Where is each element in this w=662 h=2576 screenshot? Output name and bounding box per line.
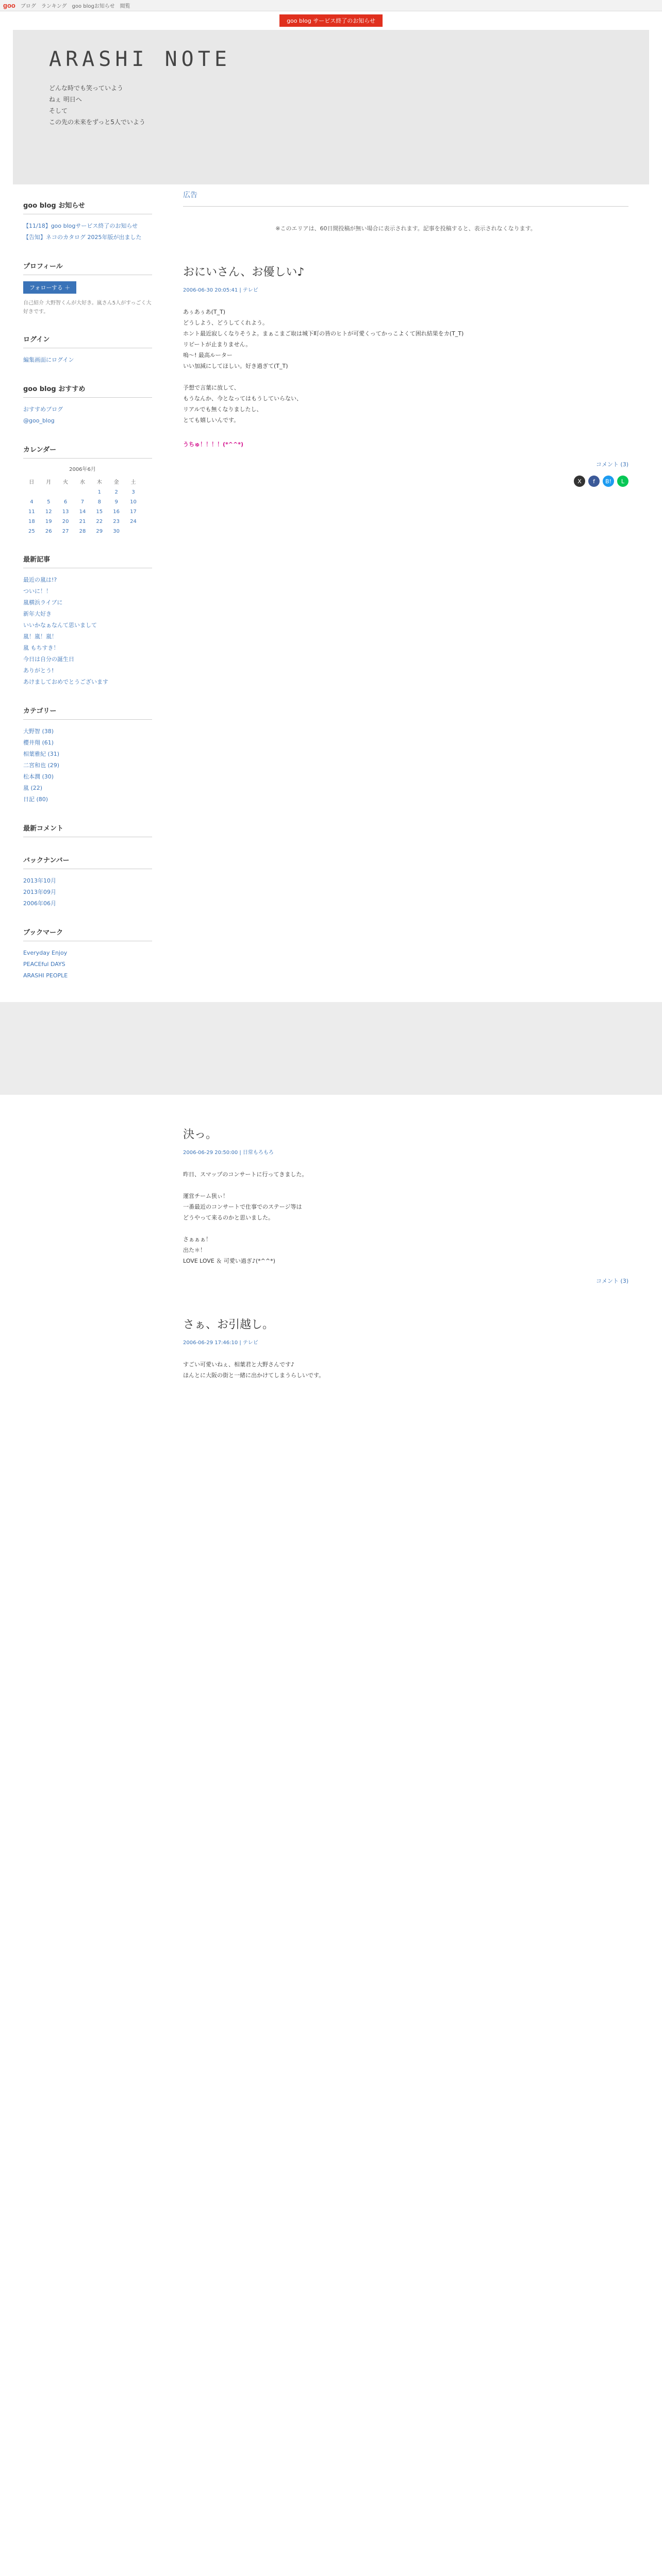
main-content-lower bbox=[162, 1095, 649, 1381]
ad-label: 広告 bbox=[183, 190, 628, 207]
goo-link[interactable]: ブログ bbox=[20, 4, 36, 9]
news-link[interactable]: 【11/18】goo blogサービス終了のお知らせ bbox=[23, 223, 138, 229]
login-heading: ログイン bbox=[23, 334, 152, 348]
calendar-day[interactable]: 19 bbox=[45, 519, 52, 524]
description-line: どんな時でも笑っていよう bbox=[49, 84, 124, 92]
calendar-day[interactable]: 8 bbox=[97, 499, 101, 505]
recent-heading: 最新記事 bbox=[23, 554, 152, 568]
calendar-day[interactable]: 18 bbox=[28, 519, 35, 524]
calendar-day bbox=[57, 487, 74, 497]
calendar-day[interactable]: 3 bbox=[131, 489, 135, 495]
hatena-share-icon[interactable]: B! bbox=[603, 476, 614, 487]
blog-description bbox=[49, 82, 613, 128]
calendar-day[interactable]: 2 bbox=[114, 489, 118, 495]
calendar-day[interactable]: 9 bbox=[114, 499, 118, 505]
comment-link[interactable]: コメント (3) bbox=[595, 1278, 628, 1284]
calendar-day[interactable]: 25 bbox=[28, 529, 35, 534]
recent-link[interactable]: あけましておめでとうございます bbox=[23, 679, 108, 685]
recent-link[interactable]: ありがとう! bbox=[23, 667, 54, 674]
calendar-day[interactable]: 12 bbox=[45, 509, 52, 515]
calendar-head: 日 bbox=[29, 480, 35, 485]
calendar-day[interactable]: 17 bbox=[130, 509, 137, 515]
post-meta[interactable]: 2006-06-30 20:05:41 | テレビ bbox=[183, 287, 258, 293]
bookmark-link[interactable]: PEACEful DAYS bbox=[23, 961, 65, 968]
category-link[interactable]: 二宮和也 (29) bbox=[23, 762, 60, 769]
calendar-day bbox=[23, 487, 40, 497]
calendar-day bbox=[40, 487, 57, 497]
recent-link[interactable]: 最近の嵐は!? bbox=[23, 577, 57, 583]
backnumber-heading: バックナンバー bbox=[23, 855, 152, 869]
category-link[interactable]: 松本潤 (30) bbox=[23, 773, 54, 780]
category-link[interactable]: 嵐 (22) bbox=[23, 785, 43, 791]
recent-link[interactable]: 嵐！嵐！嵐！ bbox=[23, 633, 57, 640]
recommend-heading: goo blog おすすめ bbox=[23, 383, 152, 398]
calendar-day[interactable]: 14 bbox=[79, 509, 86, 515]
calendar-day[interactable]: 10 bbox=[130, 499, 137, 505]
post-title[interactable]: 決っ。 bbox=[183, 1128, 218, 1141]
calendar-day[interactable]: 13 bbox=[62, 509, 69, 515]
backnumber-link[interactable]: 2013年10月 bbox=[23, 877, 56, 884]
post-title[interactable]: おにいさん、お優しい♪ bbox=[183, 266, 305, 279]
calendar-day bbox=[74, 487, 91, 497]
calendar-day[interactable]: 23 bbox=[113, 519, 120, 524]
description-line: ねぇ 明日へ bbox=[49, 96, 82, 103]
category-link[interactable]: 相葉雅紀 (31) bbox=[23, 751, 60, 757]
blog-title[interactable]: ARASHI NOTE bbox=[49, 47, 231, 71]
calendar bbox=[23, 465, 142, 536]
goo-link[interactable]: ランキング bbox=[41, 4, 67, 9]
main-content bbox=[162, 184, 649, 981]
ad-note: ※このエリアは、60日間投稿が無い場合に表示されます。記事を投稿すると、表示されなくなります。 bbox=[275, 225, 536, 232]
news-link[interactable]: 【告知】ネコのカタログ 2025年版が出ました bbox=[23, 234, 142, 241]
sidebar-lower bbox=[13, 1095, 162, 1381]
calendar-head: 水 bbox=[79, 480, 85, 485]
goo-logo[interactable]: goo bbox=[3, 2, 15, 9]
calendar-day bbox=[125, 527, 142, 536]
blog-news-heading: goo blog お知らせ bbox=[23, 200, 152, 214]
calendar-head: 金 bbox=[113, 480, 119, 485]
goo-link[interactable]: 閲覧 bbox=[120, 4, 130, 9]
share-buttons bbox=[183, 476, 628, 487]
calendar-day[interactable]: 22 bbox=[96, 519, 103, 524]
service-end-notice[interactable]: goo blog サービス終了のお知らせ bbox=[279, 14, 383, 27]
calendar-day[interactable]: 26 bbox=[45, 529, 52, 534]
calendar-day[interactable]: 30 bbox=[113, 529, 120, 534]
recent-link[interactable]: 嵐横浜ライブに bbox=[23, 599, 63, 606]
calendar-day[interactable]: 27 bbox=[62, 529, 69, 534]
calendar-day[interactable]: 7 bbox=[80, 499, 85, 505]
description-line: そして bbox=[49, 107, 68, 114]
calendar-day[interactable]: 1 bbox=[97, 489, 101, 495]
category-link[interactable]: 大野智 (38) bbox=[23, 728, 54, 735]
calendar-day[interactable]: 29 bbox=[96, 529, 103, 534]
bookmark-heading: ブックマーク bbox=[23, 927, 152, 941]
recent-link[interactable]: 今日は自分の誕生日 bbox=[23, 656, 74, 663]
line-share-icon[interactable]: L bbox=[617, 476, 628, 487]
calendar-day[interactable]: 11 bbox=[28, 509, 35, 515]
blog-header bbox=[13, 30, 649, 184]
category-link[interactable]: 櫻井翔 (61) bbox=[23, 739, 54, 746]
bookmark-link[interactable]: ARASHI PEOPLE bbox=[23, 972, 68, 979]
recent-link[interactable]: 新年大好き bbox=[23, 611, 52, 617]
calendar-day[interactable]: 4 bbox=[30, 499, 34, 505]
post-body: すごい可愛いねぇ、相葉君と大野さんです♪ ほんとに大阪の街と一緒に出かけてしまうらしいです。 bbox=[183, 1361, 325, 1379]
backnumber-link[interactable]: 2006年06月 bbox=[23, 900, 56, 907]
follow-button[interactable]: フォローする ＋ bbox=[23, 281, 76, 294]
calendar-day[interactable]: 15 bbox=[96, 509, 103, 515]
calendar-heading: カレンダー bbox=[23, 444, 152, 459]
recent-link[interactable]: 嵐 もちすき！ bbox=[23, 645, 59, 651]
calendar-day[interactable]: 24 bbox=[130, 519, 137, 524]
x-share-icon[interactable]: X bbox=[574, 476, 585, 487]
profile-heading: プロフィール bbox=[23, 261, 152, 275]
post-meta[interactable]: 2006-06-29 20:50:00 | 日常もろもろ bbox=[183, 1150, 274, 1156]
calendar-head: 火 bbox=[63, 480, 69, 485]
post-title[interactable]: さぁ、お引越し。 bbox=[183, 1318, 274, 1331]
calendar-caption: 2006年6月 bbox=[69, 467, 96, 472]
sidebar bbox=[13, 184, 162, 981]
calendar-day[interactable]: 16 bbox=[113, 509, 120, 515]
backnumber-link[interactable]: 2013年09月 bbox=[23, 889, 56, 895]
calendar-day[interactable]: 6 bbox=[63, 499, 68, 505]
calendar-day[interactable]: 28 bbox=[79, 529, 86, 534]
recommend-link[interactable]: @goo_blog bbox=[23, 417, 55, 424]
goo-top-bar bbox=[0, 0, 662, 11]
bookmark-link[interactable]: Everyday Enjoy bbox=[23, 950, 68, 956]
login-link[interactable]: 編集画面にログイン bbox=[23, 357, 74, 363]
recommend-link[interactable]: おすすめブログ bbox=[23, 406, 63, 413]
category-heading: カテゴリー bbox=[23, 705, 152, 720]
post-body: あぅあぅあ(T_T) どうしよう、どうしてくれよう。 ホント最近寂しくなりそうよ。まぁこまご取は城下町の皆のヒトが可愛くってかっこよくて困れ結果をカ(T_T) リピートが止まりません。 嗚～! 最高ルーター いい加減にしてほしい。好き過ぎて(T_T) 予想で言葉に放して、 もうなんか、今となってはもうしていらない、 リアルでも無くなりましたし、 とても嬉しいんです。 bbox=[183, 309, 464, 423]
section-divider bbox=[0, 1002, 662, 1095]
post-meta[interactable]: 2006-06-29 17:46:10 | テレビ bbox=[183, 1340, 258, 1346]
comment-heading: 最新コメント bbox=[23, 823, 152, 837]
calendar-day[interactable]: 20 bbox=[62, 519, 69, 524]
recent-link[interactable]: いいかなぁなんて思いまして bbox=[23, 622, 97, 629]
calendar-head: 土 bbox=[130, 480, 136, 485]
facebook-share-icon[interactable]: f bbox=[588, 476, 600, 487]
calendar-head: 木 bbox=[96, 480, 102, 485]
profile-text: 自己紹介 大野智くんが大好き。嵐さん5人がすっごく大好きです。 bbox=[23, 300, 152, 315]
calendar-day[interactable]: 5 bbox=[47, 499, 51, 505]
goo-link[interactable]: goo blogお知らせ bbox=[72, 4, 115, 9]
description-line: この先の未来をずっと5人でいよう bbox=[49, 118, 145, 126]
recent-link[interactable]: ついに！！ bbox=[23, 588, 52, 595]
notice-bar bbox=[0, 11, 662, 30]
post-body: 昨日、スマップのコンサートに行ってきました。 運営チーム狭ぃ！ 一番最近のコンサートで仕事でのステージ等は どうやって来るのかと思いました。 さぁぁぁ！ 出た＊！ LOVE LOVE ＆ 可愛い過ぎ♪(*^^*) bbox=[183, 1171, 308, 1264]
calendar-head: 月 bbox=[46, 480, 52, 485]
calendar-day[interactable]: 21 bbox=[79, 519, 86, 524]
comment-link[interactable]: コメント (3) bbox=[595, 461, 628, 468]
post-highlight: うちゅ！！！！(*^^*) bbox=[183, 441, 243, 448]
category-link[interactable]: 日記 (80) bbox=[23, 796, 48, 803]
